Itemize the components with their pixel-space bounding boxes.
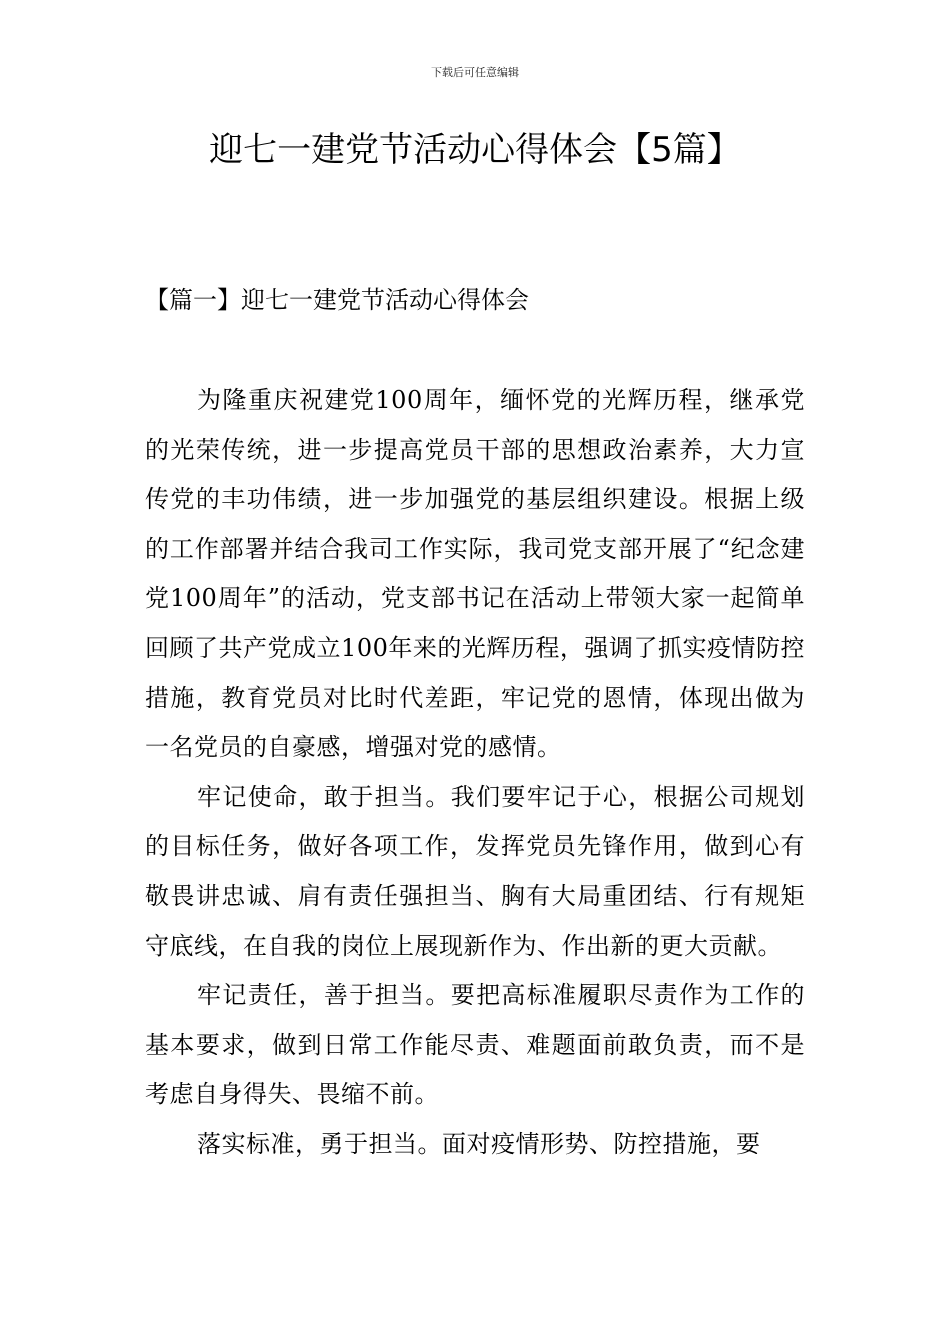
header-note: 下载后可任意编辑 xyxy=(431,66,519,79)
document-body xyxy=(145,376,805,1170)
paragraph-2: 牢记使命，敢于担当。我们要牢记于心，根据公司规划的目标任务，做好各项工作，发挥党员先锋作用，做到心有敬畏讲忠诚、肩有责任强担当、胸有大局重团结、行有规矩守底线，在自我的岗位上展现新作为、作出新的更大贡献。 xyxy=(145,782,805,960)
section-heading: 【篇一】迎七一建党节活动心得体会 xyxy=(145,286,529,314)
paragraph-3: 牢记责任，善于担当。要把高标准履职尽责作为工作的基本要求，做到日常工作能尽责、难题面前敢负责，而不是考虑自身得失、畏缩不前。 xyxy=(145,981,805,1109)
paragraph-1: 为隆重庆祝建党100周年，缅怀党的光辉历程，继承党的光荣传统，进一步提高党员干部的思想政治素养，大力宣传党的丰功伟绩，进一步加强党的基层组织建设。根据上级的工作部署并结合我司工作实际，我司党支部开展了“纪念建党100周年”的活动，党支部书记在活动上带领大家一起简单回顾了共产党成立100年来的光辉历程，强调了抓实疫情防控措施，教育党员对比时代差距，牢记党的恩情，体现出做为一名党员的自豪感，增强对党的感情。 xyxy=(145,386,805,762)
document-title: 迎七一建党节活动心得体会【5篇】 xyxy=(209,130,741,170)
paragraph-4: 落实标准，勇于担当。面对疫情形势、防控措施，要 xyxy=(197,1129,761,1158)
